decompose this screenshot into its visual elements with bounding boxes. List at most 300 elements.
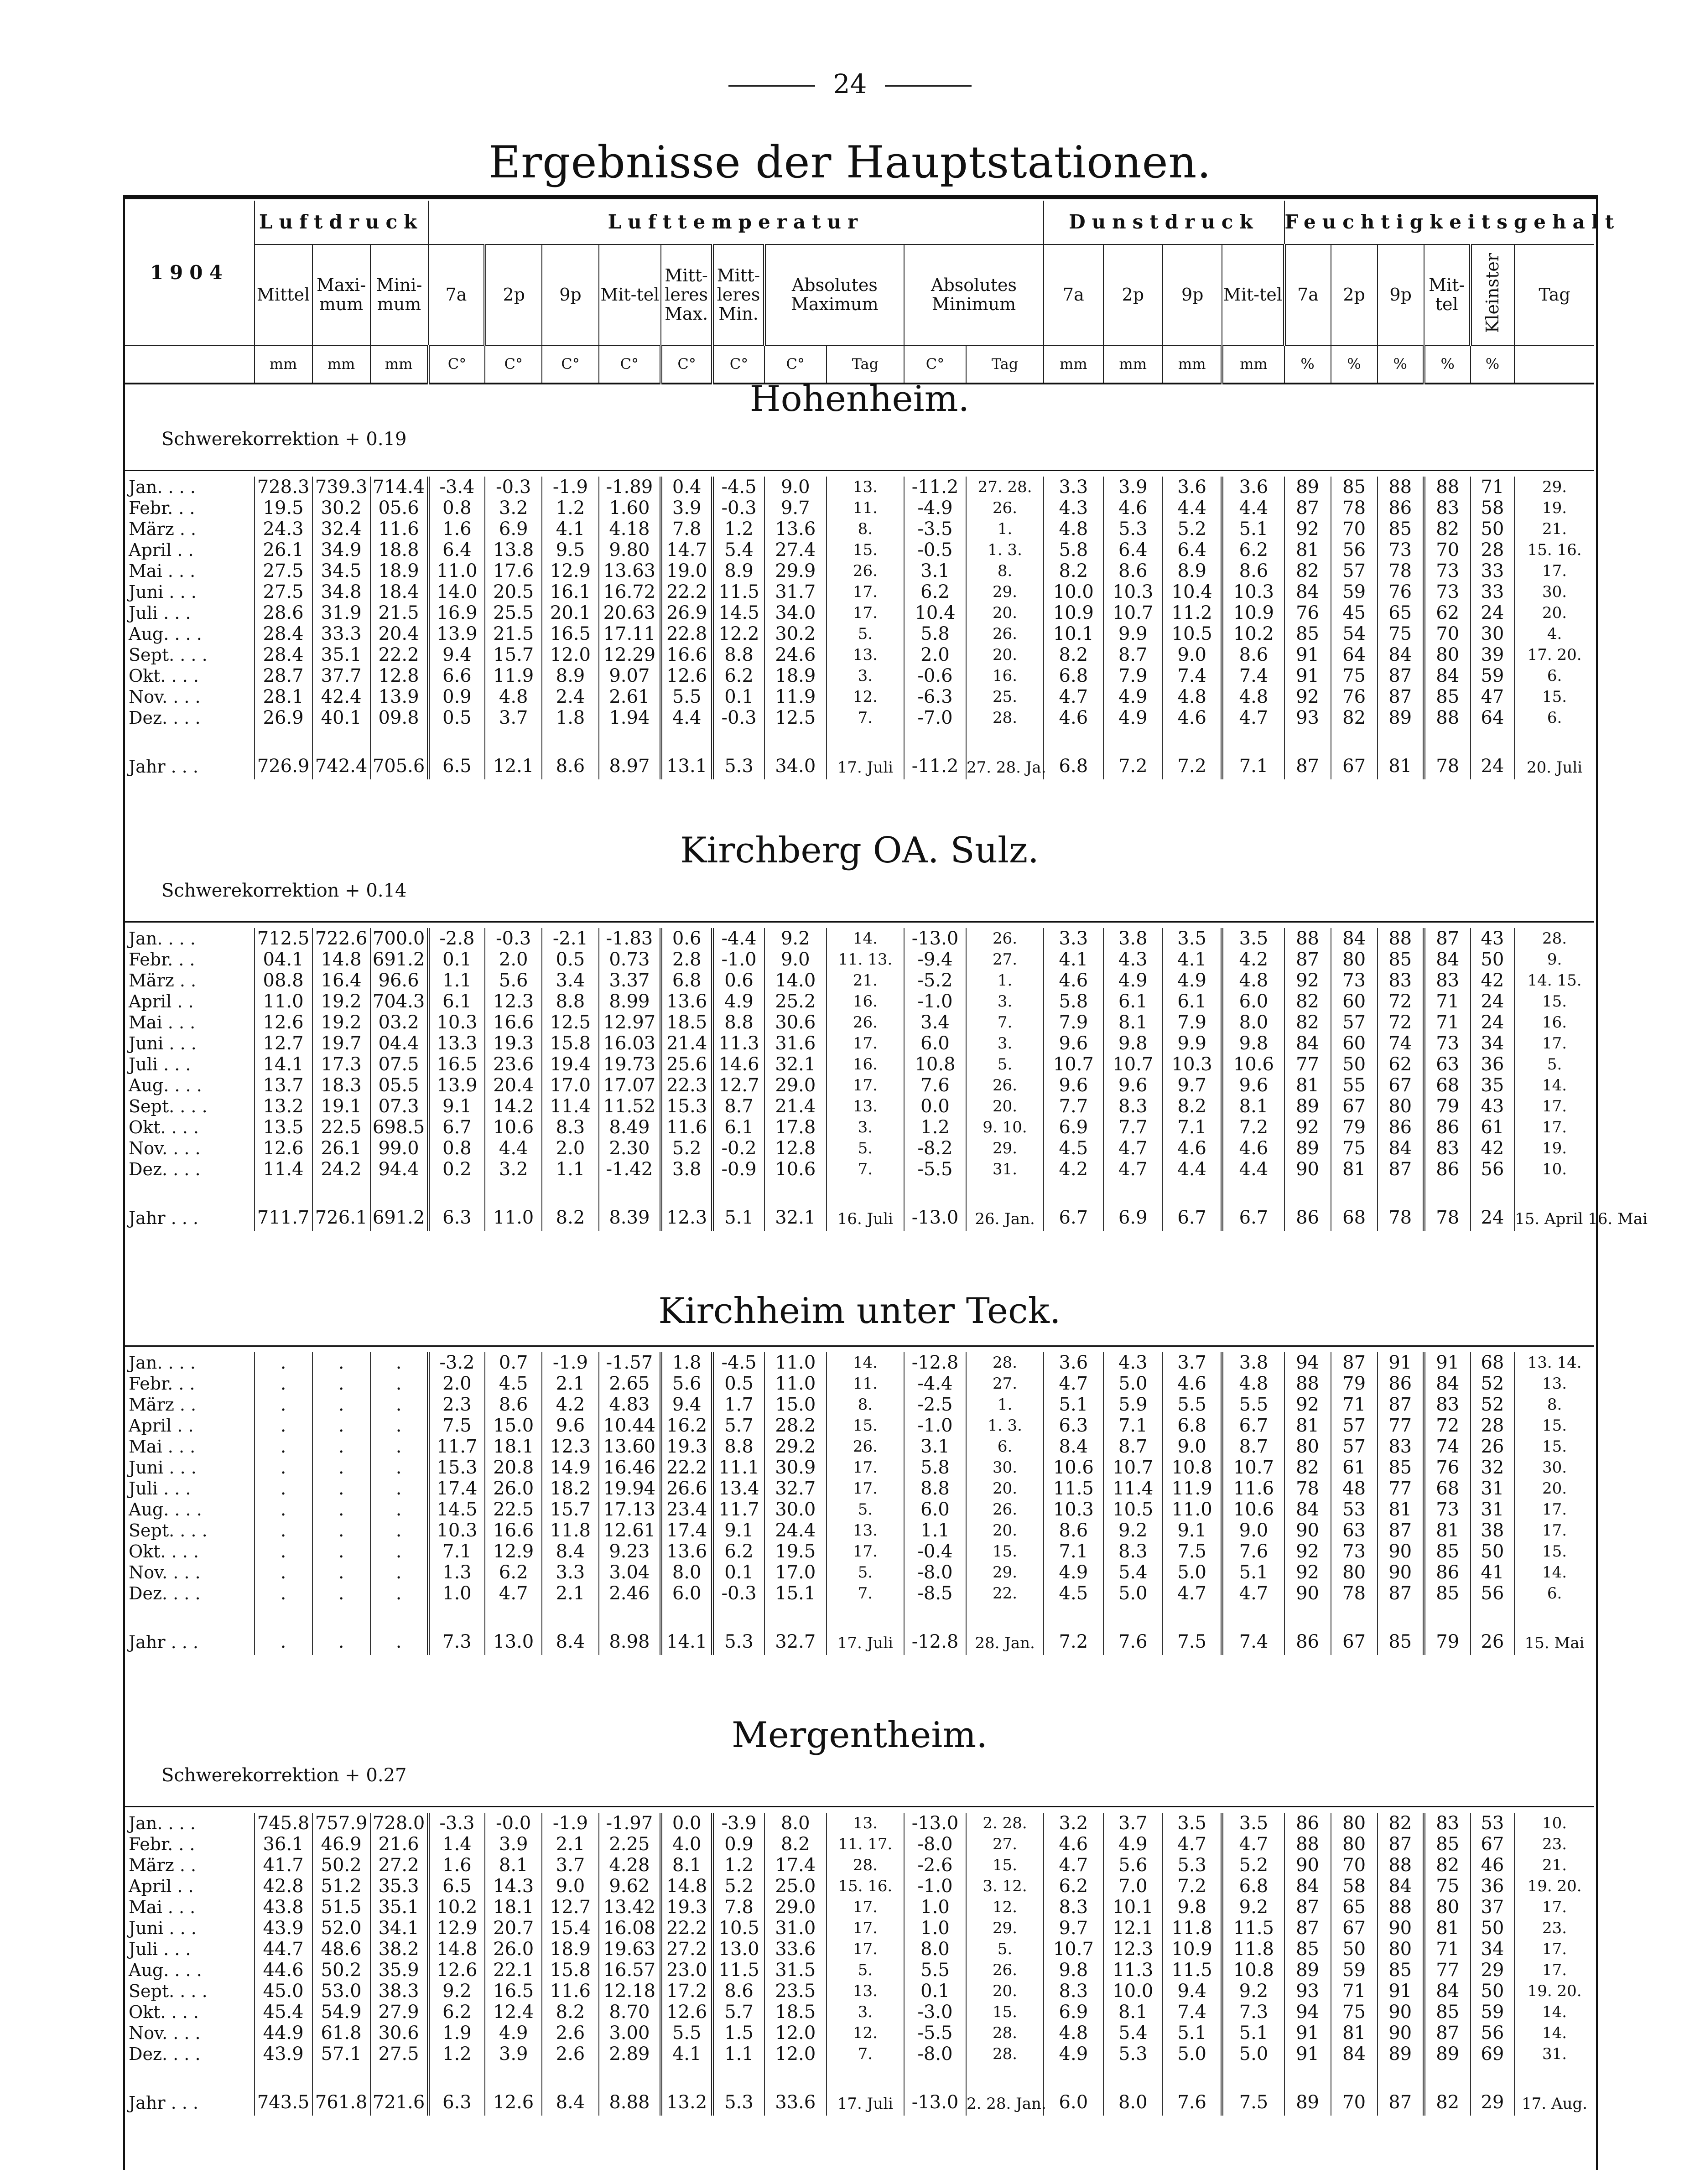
spacer-row — [125, 728, 1594, 744]
table-cell: 50.2 — [312, 1855, 370, 1876]
table-cell: 17. 20. — [1527, 646, 1582, 664]
table-cell: 17. — [1542, 1961, 1567, 1979]
table-cell: 63 — [1331, 1520, 1378, 1541]
header-column: 9p — [542, 244, 599, 346]
header-column: Maxi-mum — [312, 244, 370, 346]
table-cell: 71 — [1424, 1939, 1471, 1960]
header-column: 9p — [1163, 244, 1222, 346]
table-cell: 6.9 — [1044, 2002, 1103, 2023]
table-cell: 15. — [966, 1855, 1044, 1876]
table-cell: 40.1 — [312, 707, 370, 728]
table-cell: . — [370, 1373, 428, 1394]
table-cell: -1.9 — [542, 1813, 599, 1834]
header-unit: mm — [1103, 346, 1163, 384]
table-cell: 82 — [1284, 1457, 1331, 1478]
table-cell: . — [312, 1394, 370, 1415]
table-cell: 8.6 — [1044, 1520, 1103, 1541]
table-cell: -3.9 — [712, 1813, 764, 1834]
table-cell: 9.2 — [1222, 1981, 1284, 2002]
spacer-cell — [370, 1604, 428, 1619]
table-cell: 85 — [1378, 949, 1424, 970]
table-cell: 82 — [1378, 1813, 1424, 1834]
spacer-cell — [542, 1604, 599, 1619]
table-cell: 4.4 — [1222, 498, 1284, 519]
table-cell: 86 — [1284, 1195, 1331, 1231]
table-cell: -3.0 — [904, 2002, 966, 2023]
table-cell: . — [255, 1436, 312, 1457]
table-cell: 57 — [1331, 560, 1378, 581]
table-cell: 7.1 — [1044, 1541, 1103, 1562]
spacer-cell — [428, 2065, 485, 2080]
table-cell: 86 — [1378, 1117, 1424, 1138]
table-cell: 61 — [1471, 1117, 1514, 1138]
table-cell: -0.3 — [712, 1583, 764, 1604]
table-cell: 9.2 — [1222, 1897, 1284, 1918]
table-cell: 65 — [1378, 602, 1424, 623]
spacer-cell — [599, 728, 661, 744]
table-cell: 28 — [1471, 540, 1514, 560]
table-cell: 1. 3. — [966, 540, 1044, 560]
table-row — [125, 519, 1594, 540]
table-cell: 14.5 — [428, 1499, 485, 1520]
table-cell: 17. — [827, 1075, 904, 1096]
table-cell: . — [255, 1541, 312, 1562]
table-cell: 91 — [1424, 1352, 1471, 1373]
table-cell: 3.8 — [661, 1159, 712, 1180]
table-cell: 13.6 — [661, 1541, 712, 1562]
header-year: 1904 — [125, 201, 255, 346]
table-cell: 91 — [1378, 1352, 1424, 1373]
table-cell: 24.4 — [764, 1520, 827, 1541]
table-cell: 3.7 — [485, 707, 542, 728]
table-cell: 17. — [827, 602, 904, 623]
spacer-cell — [1044, 1180, 1103, 1195]
table-cell: 0.1 — [428, 949, 485, 970]
table-cell: 74 — [1424, 1436, 1471, 1457]
header-column: Mit-tel — [1222, 244, 1284, 346]
table-cell: 08.8 — [255, 970, 312, 991]
header-unit: % — [1424, 346, 1471, 384]
table-cell: 705.6 — [370, 744, 428, 779]
row-label: Okt. . . . — [125, 665, 255, 686]
spacer-cell — [1514, 2065, 1594, 2080]
table-cell: 22.2 — [661, 581, 712, 602]
table-cell: 11.6 — [370, 519, 428, 540]
row-label: Aug. . . . — [125, 1075, 255, 1096]
table-cell: 10.5 — [1163, 623, 1222, 644]
table-row — [125, 1478, 1594, 1499]
table-cell: 714.4 — [370, 477, 428, 498]
table-cell: 85 — [1424, 1834, 1471, 1855]
table-cell: 8.2 — [542, 2002, 599, 2023]
spacer-cell — [661, 1180, 712, 1195]
table-cell: 13. — [827, 644, 904, 665]
table-cell: 84 — [1424, 665, 1471, 686]
row-label: Jahr . . . — [125, 1195, 255, 1231]
table-cell: 48.6 — [312, 1939, 370, 1960]
table-cell: -1.0 — [904, 1876, 966, 1897]
table-cell: 7. — [827, 1583, 904, 1604]
table-cell: 13.6 — [764, 519, 827, 540]
table-cell: 11.5 — [1163, 1960, 1222, 1981]
table-cell: 81 — [1331, 2023, 1378, 2044]
table-cell: 30. — [1542, 583, 1567, 601]
table-cell: 15. — [966, 1541, 1044, 1562]
header-group-lufttemperatur: Lufttemperatur — [428, 201, 1044, 244]
table-cell: 12.0 — [764, 2044, 827, 2065]
table-cell: 5.4 — [1103, 1562, 1163, 1583]
table-cell: 17. — [827, 1918, 904, 1939]
table-cell: 32 — [1471, 1457, 1514, 1478]
table-cell: 8.3 — [542, 1117, 599, 1138]
table-cell: 90 — [1378, 2002, 1424, 2023]
table-cell: 81 — [1378, 1499, 1424, 1520]
table-cell: 17. — [1542, 1097, 1567, 1115]
table-cell: 27.5 — [370, 2044, 428, 2065]
table-cell: -1.42 — [599, 1159, 661, 1180]
spacer-cell — [428, 728, 485, 744]
table-cell: 21.6 — [370, 1834, 428, 1855]
table-cell: 5.1 — [1222, 1562, 1284, 1583]
table-cell: 6.1 — [712, 1117, 764, 1138]
table-cell: 18.9 — [542, 1939, 599, 1960]
table-cell: 9.1 — [712, 1520, 764, 1541]
table-cell: 6.0 — [904, 1033, 966, 1054]
table-cell: 17. — [1542, 1898, 1567, 1916]
spacer-row — [125, 1180, 1594, 1195]
row-label: Juli . . . — [125, 1054, 255, 1075]
table-cell: 45 — [1331, 602, 1378, 623]
table-cell: 17.8 — [764, 1117, 827, 1138]
station-section — [125, 830, 1648, 1268]
table-cell: 9.0 — [542, 1876, 599, 1897]
table-cell: 6.2 — [712, 1541, 764, 1562]
table-cell: 7.7 — [1044, 1096, 1103, 1117]
table-cell: 22.3 — [661, 1075, 712, 1096]
table-cell: 17.13 — [599, 1499, 661, 1520]
table-cell: 80 — [1284, 1436, 1331, 1457]
table-cell: 7.6 — [1103, 1619, 1163, 1655]
table-cell: 24 — [1471, 991, 1514, 1012]
table-cell: 17.4 — [661, 1520, 712, 1541]
table-cell: 20. — [966, 1981, 1044, 2002]
table-cell: 68 — [1424, 1478, 1471, 1499]
table-cell: 10.3 — [1103, 581, 1163, 602]
table-cell: 30.9 — [764, 1457, 827, 1478]
table-row — [125, 1897, 1594, 1918]
table-cell: 85 — [1378, 519, 1424, 540]
table-cell: 17. — [1542, 1521, 1567, 1540]
table-cell: 18.5 — [764, 2002, 827, 2023]
table-cell: -13.0 — [904, 2080, 966, 2116]
table-cell: 28. — [966, 707, 1044, 728]
table-cell: 3.3 — [542, 1562, 599, 1583]
table-cell: 4. — [1547, 625, 1562, 643]
spacer-cell — [966, 1604, 1044, 1619]
table-cell: 26.1 — [312, 1138, 370, 1159]
table-cell: 90 — [1284, 1855, 1331, 1876]
table-cell: 94 — [1284, 1352, 1331, 1373]
table-cell: 12.5 — [764, 707, 827, 728]
table-cell: 11.3 — [1103, 1960, 1163, 1981]
table-row — [125, 1520, 1594, 1541]
table-cell: 11.8 — [1163, 1918, 1222, 1939]
table-cell: 4.83 — [599, 1394, 661, 1415]
table-cell: 5.5 — [661, 686, 712, 707]
table-cell: 7.0 — [1103, 1876, 1163, 1897]
table-cell: 2.6 — [542, 2044, 599, 2065]
table-cell: 8.3 — [1103, 1096, 1163, 1117]
table-cell: 25.0 — [764, 1876, 827, 1897]
table-cell: 13.1 — [661, 744, 712, 779]
table-cell: 5.3 — [1163, 1855, 1222, 1876]
table-cell: 3.4 — [904, 1012, 966, 1033]
table-row — [125, 581, 1594, 602]
table-row — [125, 1813, 1594, 1834]
table-cell: 85 — [1424, 686, 1471, 707]
table-cell: 83 — [1424, 1813, 1471, 1834]
table-cell: 9.0 — [764, 477, 827, 498]
table-cell: 26. — [827, 1436, 904, 1457]
table-cell: 4.6 — [1163, 707, 1222, 728]
table-cell: 11.9 — [764, 686, 827, 707]
table-cell: 10. — [1542, 1160, 1567, 1178]
spacer-cell — [485, 1604, 542, 1619]
table-cell: 17. Aug. — [1522, 2095, 1588, 2113]
table-cell: 8.4 — [1044, 1436, 1103, 1457]
table-cell: 15. April 16. Mai — [1515, 1210, 1648, 1228]
table-cell: 4.9 — [1163, 970, 1222, 991]
table-cell: 4.4 — [1163, 1159, 1222, 1180]
table-cell: 31.7 — [764, 581, 827, 602]
table-cell: 78 — [1284, 1478, 1331, 1499]
spacer-cell — [312, 728, 370, 744]
table-cell: 62 — [1424, 602, 1471, 623]
table-cell: 9.8 — [1222, 1033, 1284, 1054]
table-cell: 19.5 — [764, 1541, 827, 1562]
table-cell: 45.0 — [255, 1981, 312, 2002]
table-cell: 83 — [1424, 970, 1471, 991]
table-cell: 10.4 — [1163, 581, 1222, 602]
table-cell: 13.9 — [428, 1075, 485, 1096]
table-cell: 12.97 — [599, 1012, 661, 1033]
table-cell: 86 — [1284, 1813, 1331, 1834]
table-cell: 5.8 — [904, 623, 966, 644]
table-cell: 90 — [1378, 2023, 1424, 2044]
table-cell: 6.2 — [712, 665, 764, 686]
table-cell: 12.9 — [542, 560, 599, 581]
spacer-cell — [1378, 728, 1424, 744]
table-cell: 6.7 — [1044, 1195, 1103, 1231]
header-column: Absolutes Minimum — [904, 244, 1044, 346]
table-cell: 84 — [1284, 1033, 1331, 1054]
table-cell: 19.5 — [255, 498, 312, 519]
table-cell: 15. — [1542, 688, 1567, 706]
table-cell: 19.73 — [599, 1054, 661, 1075]
table-cell: 84 — [1378, 1138, 1424, 1159]
table-cell: 35 — [1471, 1075, 1514, 1096]
table-cell: 30. — [966, 1457, 1044, 1478]
header-column: 7a — [1044, 244, 1103, 346]
table-row — [125, 1138, 1594, 1159]
spacer-cell — [904, 2065, 966, 2080]
table-cell: 8.6 — [1103, 560, 1163, 581]
table-cell: 8.8 — [712, 1436, 764, 1457]
table-row — [125, 1033, 1594, 1054]
table-cell: 12.3 — [661, 1195, 712, 1231]
table-cell: 34 — [1471, 1939, 1514, 1960]
table-cell: 87 — [1378, 1834, 1424, 1855]
table-cell: 10.3 — [428, 1520, 485, 1541]
spacer-cell — [1222, 1180, 1284, 1195]
table-cell: 5. — [1547, 1055, 1562, 1074]
table-cell: 6. — [1547, 1584, 1562, 1603]
table-cell: 10.7 — [1103, 1054, 1163, 1075]
table-cell: 81 — [1424, 1520, 1471, 1541]
row-label: Jan. . . . — [125, 928, 255, 949]
table-cell: 9.8 — [1044, 1960, 1103, 1981]
table-cell: 86 — [1424, 1562, 1471, 1583]
table-cell: 6.2 — [904, 581, 966, 602]
table-cell: 81 — [1378, 744, 1424, 779]
table-cell: . — [370, 1436, 428, 1457]
row-label: Nov. . . . — [125, 1138, 255, 1159]
table-cell: 8.2 — [542, 1195, 599, 1231]
table-cell: 94 — [1284, 2002, 1331, 2023]
table-cell: 700.0 — [370, 928, 428, 949]
table-row — [125, 1352, 1594, 1373]
table-cell: 1.2 — [712, 519, 764, 540]
table-cell: 19.2 — [312, 991, 370, 1012]
table-cell: 85 — [1424, 2002, 1471, 2023]
table-cell: 4.9 — [485, 2023, 542, 2044]
spacer-cell — [1222, 1604, 1284, 1619]
table-row — [125, 970, 1594, 991]
row-label: Febr. . . — [125, 1834, 255, 1855]
table-cell: 28.4 — [255, 644, 312, 665]
table-cell: 17. — [827, 1457, 904, 1478]
table-cell: -2.8 — [428, 928, 485, 949]
header-column: 7a — [1284, 244, 1331, 346]
table-cell: . — [312, 1436, 370, 1457]
table-cell: 3.5 — [1222, 928, 1284, 949]
table-cell: -1.57 — [599, 1352, 661, 1373]
table-cell: 3.5 — [1163, 928, 1222, 949]
table-cell: 31.5 — [764, 1960, 827, 1981]
table-cell: . — [255, 1619, 312, 1655]
table-cell: 3. — [966, 991, 1044, 1012]
table-row — [125, 644, 1594, 665]
table-cell: 3.5 — [1222, 1813, 1284, 1834]
table-cell: 743.5 — [255, 2080, 312, 2116]
spacer-cell — [712, 1604, 764, 1619]
table-cell: 8. — [966, 560, 1044, 581]
table-cell: 3.7 — [1163, 1352, 1222, 1373]
table-cell: 7.2 — [1163, 1876, 1222, 1897]
table-cell: 14.7 — [661, 540, 712, 560]
spacer-cell — [542, 1180, 599, 1195]
table-cell: 9.62 — [599, 1876, 661, 1897]
table-cell: 9.0 — [1222, 1520, 1284, 1541]
spacer-cell — [1331, 1604, 1378, 1619]
table-cell: 85 — [1424, 1583, 1471, 1604]
table-cell: 4.6 — [1222, 1138, 1284, 1159]
table-cell: 92 — [1284, 686, 1331, 707]
table-cell: 80 — [1378, 1096, 1424, 1117]
table-cell: 4.9 — [1103, 970, 1163, 991]
spacer-cell — [1163, 2065, 1222, 2080]
table-cell: -2.1 — [542, 928, 599, 949]
spacer-cell — [1222, 2065, 1284, 2080]
table-cell: -3.4 — [428, 477, 485, 498]
table-cell: 3. — [966, 1033, 1044, 1054]
table-cell: 27. — [966, 1834, 1044, 1855]
table-cell: 67 — [1378, 1075, 1424, 1096]
table-cell: 14. 15. — [1527, 971, 1582, 990]
spacer-cell — [1378, 2065, 1424, 2080]
table-cell: 12.61 — [599, 1520, 661, 1541]
table-cell: 11.2 — [1163, 602, 1222, 623]
table-cell: 10.44 — [599, 1415, 661, 1436]
table-cell: 87 — [1378, 1520, 1424, 1541]
table-cell: 74 — [1378, 1033, 1424, 1054]
header-unit: C° — [542, 346, 599, 384]
table-cell: 698.5 — [370, 1117, 428, 1138]
table-cell: 17. — [1542, 1034, 1567, 1053]
table-cell: -5.5 — [904, 1159, 966, 1180]
table-cell: 12.6 — [428, 1960, 485, 1981]
table-cell: 20.5 — [485, 581, 542, 602]
table-cell: 87 — [1284, 1897, 1331, 1918]
table-cell: 12.6 — [661, 665, 712, 686]
table-cell: -0.3 — [485, 928, 542, 949]
table-row — [125, 1876, 1594, 1897]
table-cell: 16.03 — [599, 1033, 661, 1054]
header-unit: mm — [1222, 346, 1284, 384]
table-cell: 87 — [1378, 1394, 1424, 1415]
table-cell: 1.7 — [712, 1394, 764, 1415]
table-cell: 81 — [1284, 1415, 1331, 1436]
table-cell: 83 — [1424, 1394, 1471, 1415]
section-rule — [125, 1806, 1594, 1807]
table-cell: 67 — [1331, 1918, 1378, 1939]
table-cell: 20.7 — [485, 1918, 542, 1939]
table-cell: 89 — [1284, 1960, 1331, 1981]
table-cell: 20.1 — [542, 602, 599, 623]
table-cell: 15.7 — [542, 1499, 599, 1520]
table-cell: 30. — [1542, 1458, 1567, 1477]
table-cell: 58 — [1471, 498, 1514, 519]
table-cell: 8.9 — [542, 665, 599, 686]
table-cell: 28.7 — [255, 665, 312, 686]
table-cell: 36 — [1471, 1054, 1514, 1075]
header-group-dunstdruck: Dunstdruck — [1044, 201, 1284, 244]
table-cell: 9.0 — [1163, 644, 1222, 665]
table-cell: 11.0 — [764, 1352, 827, 1373]
table-row — [125, 1373, 1594, 1394]
table-cell: 17. — [827, 1541, 904, 1562]
table-cell: 5. — [827, 1562, 904, 1583]
table-cell: 4.1 — [661, 2044, 712, 2065]
table-cell: 21. — [1542, 520, 1567, 538]
table-cell: 22. — [966, 1583, 1044, 1604]
table-cell: 80 — [1331, 1562, 1378, 1583]
table-cell: 27.2 — [661, 1939, 712, 1960]
table-cell: 84 — [1424, 1981, 1471, 2002]
header-unit: C° — [428, 346, 485, 384]
spacer-cell — [485, 2065, 542, 2080]
table-cell: . — [312, 1352, 370, 1373]
